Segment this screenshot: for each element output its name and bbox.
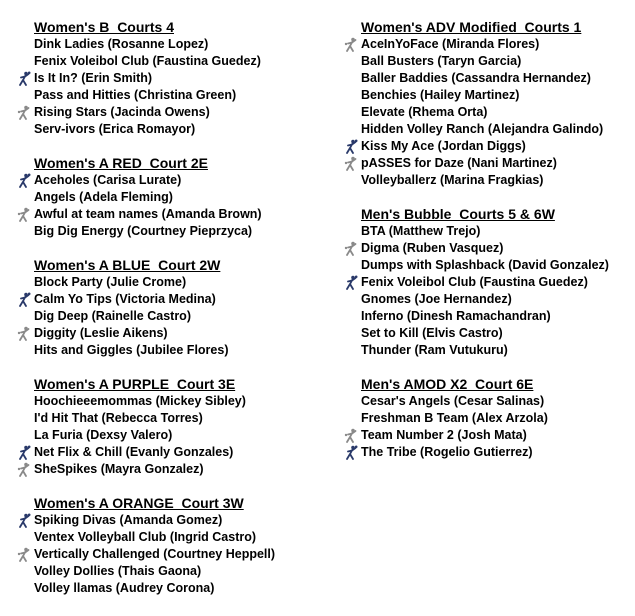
- right-column: [342, 19, 632, 478]
- player-light-icon: [342, 155, 361, 172]
- team-row: [342, 36, 632, 53]
- team-name: Benchies (Hailey Martinez): [361, 88, 520, 102]
- team-name: Hidden Volley Ranch (Alejandra Galindo): [361, 122, 604, 136]
- team-row: [15, 342, 315, 359]
- team-row: [342, 257, 632, 274]
- team-name: Inferno (Dinesh Ramachandran): [361, 309, 551, 323]
- team-name: Dink Ladies (Rosanne Lopez): [34, 37, 209, 51]
- player-light-icon: [15, 206, 34, 223]
- team-row: [15, 427, 315, 444]
- icon-placeholder: [15, 121, 34, 138]
- team-name: AceInYoFace (Miranda Flores): [361, 37, 540, 51]
- team-row: [342, 393, 632, 410]
- team-name: Team Number 2 (Josh Mata): [361, 428, 527, 442]
- player-light-icon: [342, 240, 361, 257]
- icon-placeholder: [15, 53, 34, 70]
- team-row: [15, 529, 315, 546]
- icon-placeholder: [15, 580, 34, 597]
- team-name: Spiking Divas (Amanda Gomez): [34, 513, 223, 527]
- division-section: [15, 19, 315, 138]
- team-name: Volley llamas (Audrey Corona): [34, 581, 215, 595]
- icon-placeholder: [342, 291, 361, 308]
- player-light-icon: [15, 461, 34, 478]
- team-row: [342, 444, 632, 461]
- team-row: [342, 172, 632, 189]
- team-row: [342, 155, 632, 172]
- team-row: [15, 563, 315, 580]
- icon-placeholder: [342, 70, 361, 87]
- icon-placeholder: [15, 36, 34, 53]
- team-row: [15, 393, 315, 410]
- team-name: Vertically Challenged (Courtney Heppell): [34, 547, 276, 561]
- division-section: [15, 376, 315, 478]
- team-row: [342, 274, 632, 291]
- team-row: [15, 172, 315, 189]
- icon-placeholder: [342, 121, 361, 138]
- team-name: Dig Deep (Rainelle Castro): [34, 309, 191, 323]
- player-light-icon: [15, 325, 34, 342]
- team-row: [15, 223, 315, 240]
- team-row: [342, 138, 632, 155]
- team-row: [15, 53, 315, 70]
- team-name: Calm Yo Tips (Victoria Medina): [34, 292, 216, 306]
- team-row: [15, 70, 315, 87]
- division-heading: Women's ADV Modified Courts 1: [361, 19, 582, 35]
- team-name: Dumps with Splashback (David Gonzalez): [361, 258, 609, 272]
- player-light-icon: [342, 36, 361, 53]
- division-section: [15, 495, 315, 597]
- division-heading: Women's A RED Court 2E: [34, 155, 208, 171]
- team-row: [15, 444, 315, 461]
- team-name: La Furia (Dexsy Valero): [34, 428, 173, 442]
- team-name: Hits and Giggles (Jubilee Flores): [34, 343, 229, 357]
- team-name: Baller Baddies (Cassandra Hernandez): [361, 71, 591, 85]
- team-row: [342, 223, 632, 240]
- team-row: [15, 104, 315, 121]
- team-row: [15, 461, 315, 478]
- team-row: [15, 121, 315, 138]
- team-name: Net Flix & Chill (Evanly Gonzales): [34, 445, 234, 459]
- team-row: [342, 308, 632, 325]
- player-light-icon: [342, 427, 361, 444]
- team-name: Pass and Hitties (Christina Green): [34, 88, 237, 102]
- team-row: [342, 240, 632, 257]
- team-row: [342, 70, 632, 87]
- icon-placeholder: [342, 172, 361, 189]
- team-name: Serv-ivors (Erica Romayor): [34, 122, 196, 136]
- team-name: SheSpikes (Mayra Gonzalez): [34, 462, 204, 476]
- division-section: [342, 206, 632, 359]
- team-row: [342, 53, 632, 70]
- team-row: [15, 291, 315, 308]
- team-name: Rising Stars (Jacinda Owens): [34, 105, 210, 119]
- team-row: [342, 342, 632, 359]
- icon-placeholder: [15, 427, 34, 444]
- team-row: [342, 427, 632, 444]
- left-column: [15, 19, 315, 614]
- team-row: [15, 410, 315, 427]
- team-row: [15, 189, 315, 206]
- team-name: Hoochieeemommas (Mickey Sibley): [34, 394, 246, 408]
- team-name: Angels (Adela Fleming): [34, 190, 173, 204]
- division-section: [342, 19, 632, 189]
- team-name: Ventex Volleyball Club (Ingrid Castro): [34, 530, 257, 544]
- division-heading: Men's Bubble Courts 5 & 6W: [361, 206, 555, 222]
- player-dark-icon: [342, 274, 361, 291]
- icon-placeholder: [342, 223, 361, 240]
- player-dark-icon: [15, 444, 34, 461]
- team-row: [15, 36, 315, 53]
- icon-placeholder: [15, 189, 34, 206]
- team-name: Diggity (Leslie Aikens): [34, 326, 168, 340]
- team-row: [342, 121, 632, 138]
- team-row: [15, 206, 315, 223]
- team-name: Set to Kill (Elvis Castro): [361, 326, 503, 340]
- team-row: [15, 546, 315, 563]
- team-name: Freshman B Team (Alex Arzola): [361, 411, 548, 425]
- icon-placeholder: [342, 393, 361, 410]
- icon-placeholder: [15, 223, 34, 240]
- team-name: Elevate (Rhema Orta): [361, 105, 488, 119]
- team-name: Fenix Voleibol Club (Faustina Guedez): [34, 54, 261, 68]
- division-section: [15, 257, 315, 359]
- team-name: Volleyballerz (Marina Fragkias): [361, 173, 544, 187]
- player-dark-icon: [342, 138, 361, 155]
- icon-placeholder: [15, 87, 34, 104]
- team-row: [15, 512, 315, 529]
- team-row: [342, 87, 632, 104]
- team-name: Block Party (Julie Crome): [34, 275, 187, 289]
- icon-placeholder: [15, 308, 34, 325]
- icon-placeholder: [342, 87, 361, 104]
- team-name: Volley Dollies (Thais Gaona): [34, 564, 202, 578]
- icon-placeholder: [15, 274, 34, 291]
- player-light-icon: [15, 546, 34, 563]
- team-row: [15, 87, 315, 104]
- team-name: Cesar's Angels (Cesar Salinas): [361, 394, 545, 408]
- player-light-icon: [15, 104, 34, 121]
- division-heading: Women's A ORANGE Court 3W: [34, 495, 244, 511]
- icon-placeholder: [15, 410, 34, 427]
- division-heading: Women's B Courts 4: [34, 19, 174, 35]
- team-row: [15, 274, 315, 291]
- division-heading: Men's AMOD X2 Court 6E: [361, 376, 534, 392]
- division-heading: Women's A BLUE Court 2W: [34, 257, 221, 273]
- player-dark-icon: [15, 172, 34, 189]
- team-name: Awful at team names (Amanda Brown): [34, 207, 262, 221]
- icon-placeholder: [15, 393, 34, 410]
- team-row: [15, 308, 315, 325]
- team-row: [342, 291, 632, 308]
- team-name: Digma (Ruben Vasquez): [361, 241, 504, 255]
- player-dark-icon: [15, 291, 34, 308]
- team-row: [342, 104, 632, 121]
- player-dark-icon: [15, 70, 34, 87]
- division-heading: Women's A PURPLE Court 3E: [34, 376, 236, 392]
- team-name: The Tribe (Rogelio Gutierrez): [361, 445, 533, 459]
- team-row: [15, 325, 315, 342]
- team-name: Ball Busters (Taryn Garcia): [361, 54, 522, 68]
- team-row: [15, 580, 315, 597]
- icon-placeholder: [342, 308, 361, 325]
- icon-placeholder: [15, 563, 34, 580]
- team-name: pASSES for Daze (Nani Martinez): [361, 156, 557, 170]
- division-section: [15, 155, 315, 240]
- team-name: Aceholes (Carisa Lurate): [34, 173, 182, 187]
- icon-placeholder: [342, 410, 361, 427]
- team-name: Gnomes (Joe Hernandez): [361, 292, 512, 306]
- team-name: Fenix Voleibol Club (Faustina Guedez): [361, 275, 588, 289]
- icon-placeholder: [342, 325, 361, 342]
- icon-placeholder: [15, 342, 34, 359]
- team-row: [342, 410, 632, 427]
- icon-placeholder: [15, 529, 34, 546]
- icon-placeholder: [342, 257, 361, 274]
- team-name: I'd Hit That (Rebecca Torres): [34, 411, 203, 425]
- team-name: Thunder (Ram Vutukuru): [361, 343, 508, 357]
- icon-placeholder: [342, 53, 361, 70]
- team-row: [342, 325, 632, 342]
- player-dark-icon: [342, 444, 361, 461]
- icon-placeholder: [342, 342, 361, 359]
- icon-placeholder: [342, 104, 361, 121]
- team-name: Big Dig Energy (Courtney Pieprzyca): [34, 224, 253, 238]
- team-name: Kiss My Ace (Jordan Diggs): [361, 139, 526, 153]
- division-section: [342, 376, 632, 461]
- player-dark-icon: [15, 512, 34, 529]
- team-name: Is It In? (Erin Smith): [34, 71, 153, 85]
- team-name: BTA (Matthew Trejo): [361, 224, 481, 238]
